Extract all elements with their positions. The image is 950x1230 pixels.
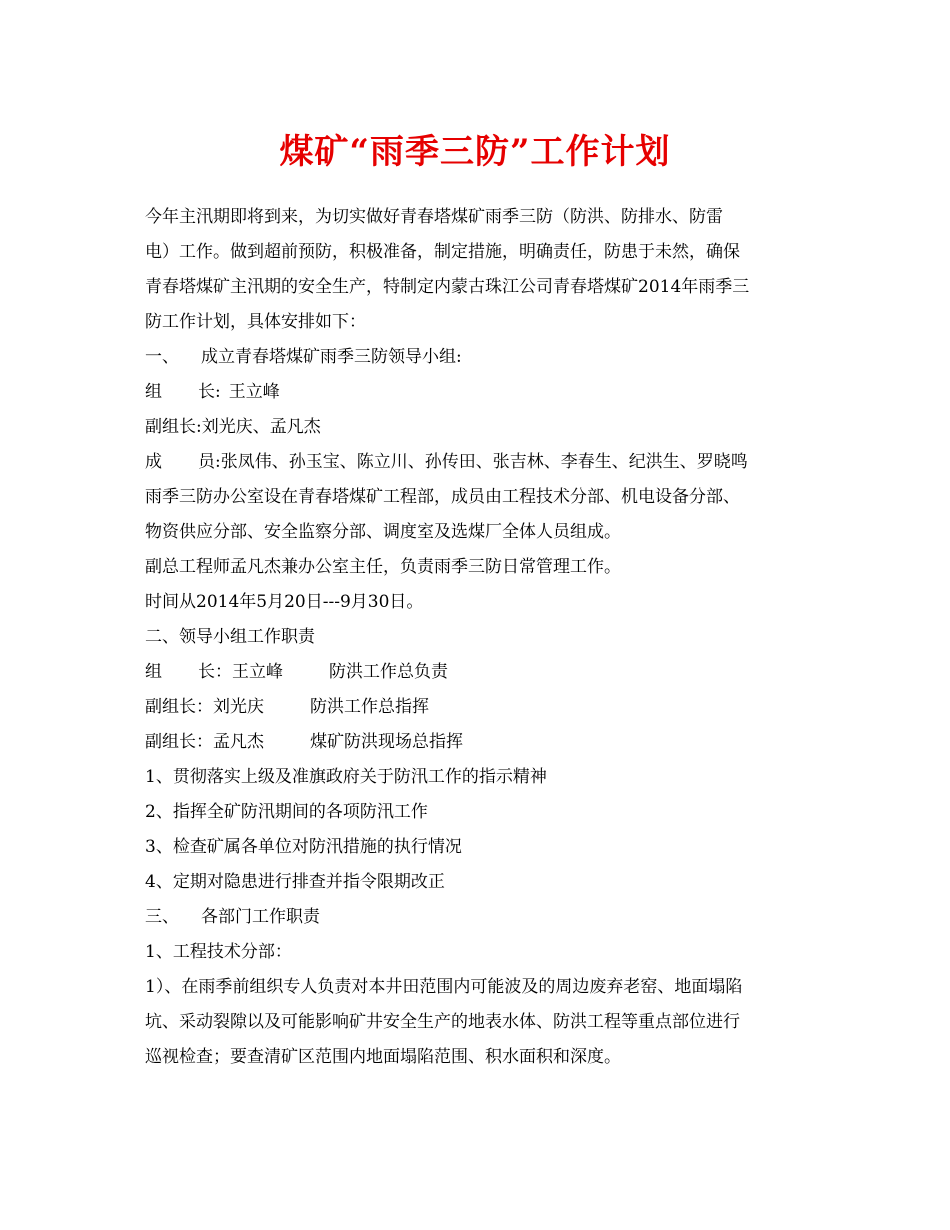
role-label-a: 组 <box>145 662 162 682</box>
office-line: 雨季三防办公室设在青春塔煤矿工程部，成员由工程技术分部、机电设备分部、 <box>145 487 740 507</box>
intro-line: 防工作计划，具体安排如下： <box>145 312 366 332</box>
office-line: 物资供应分部、安全监察分部、调度室及选煤厂全体人员组成。 <box>145 522 621 542</box>
section-1-number: 一、 <box>145 347 179 367</box>
section-3-title: 各部门工作职责 <box>201 907 320 927</box>
role-line <box>145 655 815 690</box>
role-line <box>145 725 815 760</box>
role-line <box>145 690 815 725</box>
paragraph-line: 巡视检查；要查清矿区范围内地面塌陷范围、积水面积和深度。 <box>145 1047 621 1067</box>
member-label-b: 员:张凤伟、孙玉宝、陈立川、孙传田、张吉林、李春生、纪洪生、罗晓鸣 <box>198 452 748 472</box>
section-3-heading <box>145 900 815 935</box>
director-line: 副总工程师孟凡杰兼办公室主任，负责雨季三防日常管理工作。 <box>145 557 621 577</box>
member-label-a: 成 <box>145 452 162 472</box>
document-title: 煤矿“雨季三防”工作计划 <box>279 132 671 172</box>
duty-item: 4、定期对隐患进行排查并指令限期改正 <box>145 872 445 892</box>
section-1-title: 成立青春塔煤矿雨季三防领导小组: <box>201 347 462 367</box>
deputy-line: 副组长:刘光庆、孟凡杰 <box>145 417 321 437</box>
document-body <box>145 200 815 1075</box>
role-label-a: 副组长：孟凡杰 <box>145 732 264 752</box>
leader-line <box>145 375 815 410</box>
role-duty: 防洪工作总指挥 <box>310 697 429 717</box>
intro-line: 电）工作。做到超前预防，积极准备，制定措施，明确责任，防患于未然，确保 <box>145 242 740 262</box>
role-duty: 防洪工作总负责 <box>329 662 448 682</box>
period-line: 时间从2014年5月20日---9月30日。 <box>145 592 424 612</box>
role-duty: 煤矿防洪现场总指挥 <box>310 732 463 752</box>
section-3-number: 三、 <box>145 907 179 927</box>
leader-label-b: 长: <box>198 382 221 402</box>
duty-item: 1、贯彻落实上级及准旗政府关于防汛工作的指示精神 <box>145 767 547 787</box>
leader-name: 王立峰 <box>228 382 280 402</box>
intro-line: 青春塔煤矿主汛期的安全生产，特制定内蒙古珠江公司青春塔煤矿2014年雨季三 <box>145 277 750 297</box>
duty-item: 2、指挥全矿防汛期间的各项防汛工作 <box>145 802 428 822</box>
paragraph-line: 坑、采动裂隙以及可能影响矿井安全生产的地表水体、防洪工程等重点部位进行 <box>145 1012 740 1032</box>
section-1-heading <box>145 340 815 375</box>
paragraph-line: 1）、在雨季前组织专人负责对本井田范围内可能波及的周边废弃老窑、地面塌陷 <box>145 977 743 997</box>
role-label-b: 长：王立峰 <box>198 662 283 682</box>
role-label-a: 副组长：刘光庆 <box>145 697 264 717</box>
members-line <box>145 445 815 480</box>
intro-line: 今年主汛期即将到来，为切实做好青春塔煤矿雨季三防（防洪、防排水、防雷 <box>145 207 723 227</box>
subsection-heading: 1、工程技术分部： <box>145 942 292 962</box>
section-2-heading: 二、领导小组工作职责 <box>145 627 315 647</box>
duty-item: 3、检查矿属各单位对防汛措施的执行情况 <box>145 837 462 857</box>
leader-label-a: 组 <box>145 382 162 402</box>
